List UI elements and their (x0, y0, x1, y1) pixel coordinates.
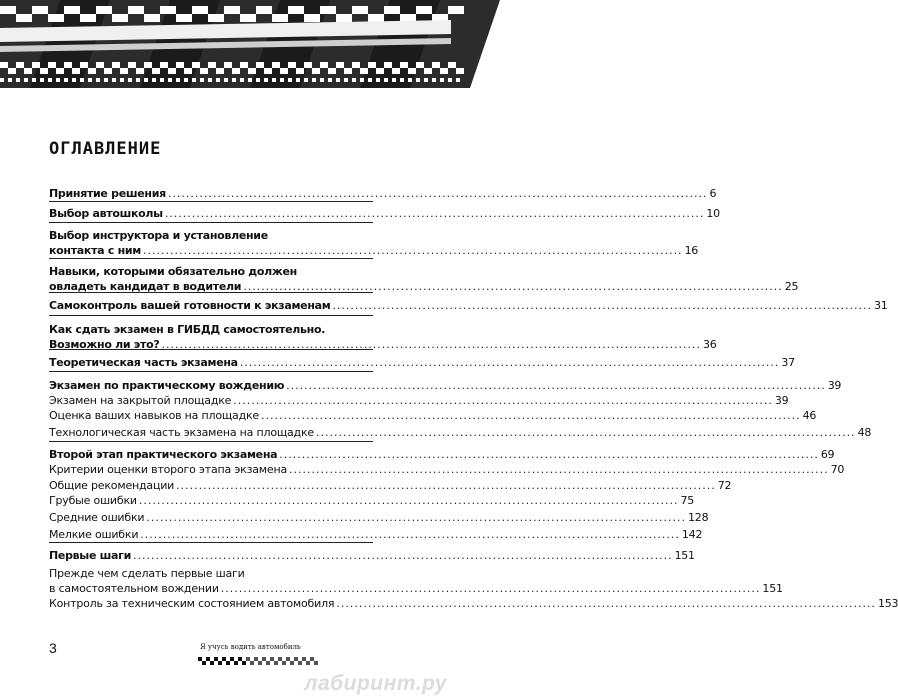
toc-page-number: 6 (709, 187, 717, 200)
toc-entry-title-line: Навыки, которыми обязательно должен (49, 265, 297, 278)
toc-entry-title: Принятие решения (49, 187, 166, 200)
toc-entry (49, 264, 799, 294)
checkered-strip-icon (198, 657, 318, 665)
toc-entry-title: Контроль за техническим состоянием автомобиля (49, 597, 335, 610)
section-divider (49, 349, 373, 350)
toc-entry-title: Критерии оценки второго этапа экзамена (49, 463, 287, 476)
toc-entry (49, 510, 709, 525)
watermark-logo: лабиринт.ру (304, 672, 447, 695)
toc-page-number: 16 (684, 244, 698, 257)
toc-page-number: 153 (877, 597, 898, 610)
toc-entry (49, 355, 795, 370)
toc-entry-title: Экзамен на закрытой площадке (49, 394, 232, 407)
toc-page-number: 48 (857, 426, 872, 439)
toc-entry (49, 206, 720, 221)
toc-page-number: 31 (874, 299, 888, 312)
toc-page-number: 36 (703, 338, 717, 351)
toc-entry (49, 527, 703, 542)
toc-page-number: 70 (830, 463, 845, 476)
toc-entry (49, 478, 732, 493)
toc-page-number: 39 (827, 379, 842, 392)
toc-entry-title: Экзамен по практическому вождению (49, 379, 285, 392)
toc-entry-title: Средние ошибки (49, 511, 145, 524)
toc-entry-title: Технологическая часть экзамена на площадке (49, 426, 314, 439)
dot-leader: ........................................................................................................................ (315, 426, 856, 439)
section-divider (49, 222, 373, 223)
toc-entry-title: овладеть кандидат в водители (49, 280, 242, 293)
checkered-flag-icon (0, 0, 451, 88)
page-number: 3 (49, 640, 57, 656)
toc-page-number: 39 (774, 394, 789, 407)
toc-entry (49, 566, 783, 596)
toc-entry-title: Выбор автошколы (49, 207, 163, 220)
toc-entry-title: Самоконтроль вашей готовности к экзаменам (49, 299, 331, 312)
section-divider (49, 542, 373, 543)
dot-leader: ........................................................................................................................ (176, 479, 716, 492)
dot-leader: ........................................................................................................................ (243, 280, 783, 293)
section-divider (49, 201, 373, 202)
toc-entry-title: Теоретическая часть экзамена (49, 356, 238, 369)
toc-page-number: 151 (762, 582, 783, 595)
toc-entry (49, 548, 695, 563)
toc-entry (49, 596, 898, 611)
toc-entry (49, 493, 695, 508)
toc-page-number: 72 (717, 479, 732, 492)
toc-page-number: 69 (820, 448, 835, 461)
toc-entry-title: в самостоятельном вождении (49, 582, 219, 595)
section-divider (49, 441, 373, 442)
running-book-title: Я учусь водить автомобиль (200, 643, 301, 651)
dot-leader: ........................................................................................................................ (167, 187, 708, 200)
toc-entry-title-line: Прежде чем сделать первые шаги (49, 567, 245, 580)
toc-entry (49, 408, 817, 423)
dot-leader: ........................................................................................................................ (261, 409, 801, 422)
section-divider (49, 315, 373, 316)
toc-entry-title-line: Выбор инструктора и установление (49, 229, 268, 242)
toc-page-number: 142 (681, 528, 703, 541)
toc-entry (49, 322, 717, 352)
section-divider (49, 371, 373, 372)
toc-entry (49, 393, 789, 408)
toc-entry-title: Мелкие ошибки (49, 528, 139, 541)
toc-entry-title: Второй этап практического экзамена (49, 448, 278, 461)
dot-leader: ........................................................................................................................ (336, 597, 876, 610)
toc-entry-title: Возможно ли это? (49, 338, 160, 351)
toc-entry (49, 186, 717, 201)
toc-entry (49, 228, 698, 258)
toc-page-number: 128 (687, 511, 709, 524)
toc-entry (49, 425, 872, 440)
dot-leader: ........................................................................................................................ (239, 356, 780, 369)
dot-leader: ........................................................................................................................ (220, 582, 761, 595)
dot-leader: ........................................................................................................................ (133, 549, 673, 562)
dot-leader: ........................................................................................................................ (286, 379, 826, 392)
checkered-header-banner (0, 0, 451, 88)
dot-leader: ........................................................................................................................ (140, 528, 680, 541)
toc-entry-title: Общие рекомендации (49, 479, 175, 492)
toc-entry-title: Первые шаги (49, 549, 131, 562)
toc-entry-title: Грубые ошибки (49, 494, 137, 507)
toc-entry (49, 378, 842, 393)
dot-leader: ........................................................................................................................ (138, 494, 679, 507)
toc-entry-title: контакта с ним (49, 244, 141, 257)
toc-page-number: 75 (680, 494, 695, 507)
toc-entry (49, 298, 888, 313)
dot-leader: ........................................................................................................................ (161, 338, 702, 351)
dot-leader: ........................................................................................................................ (146, 511, 686, 524)
section-divider (49, 292, 373, 293)
toc-entry (49, 447, 835, 462)
dot-leader: ........................................................................................................................ (142, 244, 683, 257)
toc-page-number: 46 (802, 409, 817, 422)
toc-page-number: 25 (784, 280, 799, 293)
dot-leader: ........................................................................................................................ (288, 463, 829, 476)
toc-page-number: 37 (781, 356, 795, 369)
dot-leader: ........................................................................................................................ (279, 448, 819, 461)
toc-entry-title: Оценка ваших навыков на площадке (49, 409, 259, 422)
section-divider (49, 258, 373, 259)
toc-entry-title-line: Как сдать экзамен в ГИБДД самостоятельно. (49, 323, 326, 336)
toc-title: ОГЛАВЛЕНИЕ (49, 139, 162, 159)
dot-leader: ........................................................................................................................ (233, 394, 773, 407)
toc-page-number: 10 (706, 207, 720, 220)
dot-leader: ........................................................................................................................ (332, 299, 873, 312)
dot-leader: ........................................................................................................................ (164, 207, 705, 220)
toc-page-number: 151 (674, 549, 695, 562)
toc-entry (49, 462, 845, 477)
